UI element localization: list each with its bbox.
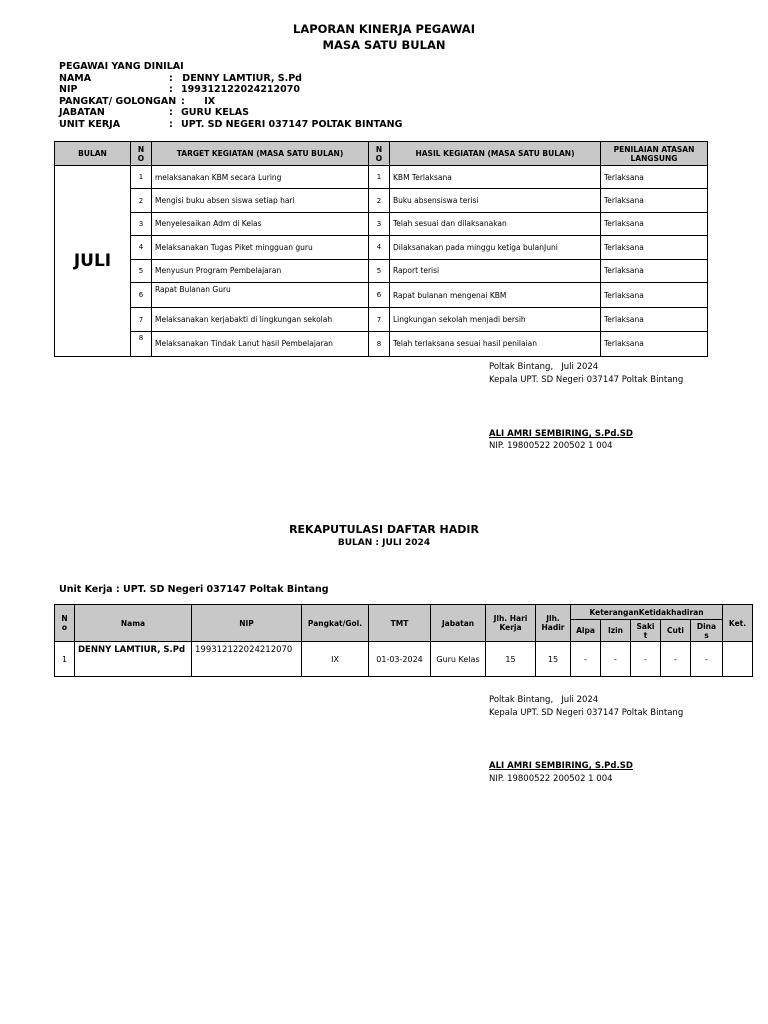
field-value-unit: UPT. SD NEGERI 037147 POLTAK BINTANG: [181, 118, 403, 130]
report-title: LAPORAN KINERJA PEGAWAI: [293, 22, 475, 36]
cell-alpa: -: [571, 642, 601, 677]
header-target: TARGET KEGIATAN (MASA SATU BULAN): [152, 142, 369, 166]
cell-nip: 199312122024212070: [192, 642, 302, 677]
field-colon: :: [169, 107, 173, 118]
target-cell: Mengisi buku absen siswa setiap hari: [152, 189, 369, 212]
cell-hadir: 15: [536, 642, 571, 677]
header-ket: Ket.: [723, 605, 753, 642]
signature-nip: NIP. 19800522 200502 1 004: [489, 441, 613, 451]
field-label-unit: UNIT KERJA: [59, 118, 121, 130]
row-number: 4: [369, 236, 390, 259]
table-row: [55, 166, 708, 189]
report-subtitle: MASA SATU BULAN: [322, 38, 446, 52]
header-penilaian: PENILAIAN ATASAN LANGSUNG: [601, 142, 708, 166]
nilai-cell: Terlaksana: [601, 331, 708, 356]
signature-name: ALI AMRI SEMBIRING, S.Pd.SD: [489, 429, 633, 439]
header-hadir: Jlh. Hadir: [536, 605, 571, 642]
row-number: 7: [369, 308, 390, 331]
signature-place-date: Poltak Bintang, Juli 2024: [489, 695, 599, 705]
signature-place-date: Poltak Bintang, Juli 2024: [489, 362, 599, 372]
header-hasil: HASIL KEGIATAN (MASA SATU BULAN): [390, 142, 601, 166]
field-colon: :: [169, 118, 173, 130]
recap-subtitle: BULAN : JULI 2024: [337, 538, 431, 548]
row-number: 8: [369, 331, 390, 356]
header-bulan: BULAN: [55, 142, 131, 166]
field-value-nama: DENNY LAMTIUR, S.Pd: [179, 72, 302, 84]
table-row: [55, 282, 708, 307]
hasil-cell: Telah terlaksana sesuai hasil penilaian: [390, 331, 601, 356]
cell-nama: DENNY LAMTIUR, S.Pd: [75, 642, 192, 677]
cell-no: 1: [55, 642, 75, 677]
header-cuti: Cuti: [661, 620, 691, 642]
cell-hari-kerja: 15: [486, 642, 536, 677]
hasil-cell: Raport terisi: [390, 259, 601, 282]
recap-unit: Unit Kerja : UPT. SD Negeri 037147 Poltak Bintang: [59, 584, 329, 595]
field-value-jabatan: GURU KELAS: [181, 107, 249, 118]
hasil-cell: Lingkungan sekolah menjadi bersih: [390, 308, 601, 331]
table-header-row: [55, 605, 753, 620]
signature-nip: NIP. 19800522 200502 1 004: [489, 774, 613, 784]
header-no: N o: [55, 605, 75, 642]
target-cell: Menyelesaikan Adm di Kelas: [152, 212, 369, 235]
header-alpa: Alpa: [571, 620, 601, 642]
field-colon: :: [169, 72, 173, 84]
target-cell: melaksanakan KBM secara Luring: [152, 166, 369, 189]
field-colon: :: [169, 84, 173, 95]
row-number: 1: [131, 166, 152, 189]
section-label: PEGAWAI YANG DINILAI: [59, 61, 184, 72]
row-number: 5: [131, 259, 152, 282]
nilai-cell: Terlaksana: [601, 308, 708, 331]
cell-pangkat: IX: [302, 642, 369, 677]
table-header-row: [55, 142, 708, 166]
hasil-cell: Dilaksanakan pada minggu ketiga bulanJuni: [390, 236, 601, 259]
row-number: 4: [131, 236, 152, 259]
field-value-pangkat: IX: [191, 95, 216, 107]
table-row: [55, 331, 708, 356]
row-number: 6: [131, 282, 152, 307]
header-pangkat: Pangkat/Gol.: [302, 605, 369, 642]
target-cell: Menyusun Program Pembelajaran: [152, 259, 369, 282]
cell-tmt: 01-03-2024: [369, 642, 431, 677]
hasil-cell: Buku absensiswa terisi: [390, 189, 601, 212]
signature-position: Kepala UPT. SD Negeri 037147 Poltak Bintang: [489, 707, 684, 718]
header-keterangan: KeteranganKetidakhadiran: [571, 605, 723, 620]
signature-name: ALI AMRI SEMBIRING, S.Pd.SD: [489, 761, 633, 771]
cell-sakit: -: [631, 642, 661, 677]
target-cell: Melaksanakan kerjabakti di lingkungan sekolah: [152, 308, 369, 331]
field-colon: :: [181, 95, 185, 107]
row-number: 8: [131, 331, 152, 356]
cell-jabatan: Guru Kelas: [431, 642, 486, 677]
row-number: 6: [369, 282, 390, 307]
header-izin: Izin: [601, 620, 631, 642]
recap-title: REKAPUTULASI DAFTAR HADIR: [289, 523, 479, 536]
nilai-cell: Terlaksana: [601, 282, 708, 307]
hasil-cell: Telah sesuai dan dilaksanakan: [390, 212, 601, 235]
cell-cuti: -: [661, 642, 691, 677]
performance-table: [54, 141, 708, 357]
cell-izin: -: [601, 642, 631, 677]
header-jabatan: Jabatan: [431, 605, 486, 642]
employee-info: [59, 61, 559, 131]
row-number: 2: [131, 189, 152, 212]
row-number: 7: [131, 308, 152, 331]
field-label-pangkat: PANGKAT/ GOLONGAN: [59, 95, 177, 107]
cell-ket: [723, 642, 753, 677]
hasil-cell: Rapat bulanan mengenai KBM: [390, 282, 601, 307]
attendance-table: [54, 604, 753, 677]
header-no: N O: [369, 142, 390, 166]
header-nip: NIP: [192, 605, 302, 642]
table-row: [55, 189, 708, 212]
signature-position: Kepala UPT. SD Negeri 037147 Poltak Bintang: [489, 374, 684, 385]
signature-block: [489, 694, 683, 719]
row-number: 2: [369, 189, 390, 212]
header-sakit: Saki t: [631, 620, 661, 642]
target-cell: Melaksanakan Tugas Piket mingguan guru: [152, 236, 369, 259]
header-no: N O: [131, 142, 152, 166]
field-label-jabatan: JABATAN: [59, 107, 105, 118]
header-tmt: TMT: [369, 605, 431, 642]
row-number: 5: [369, 259, 390, 282]
field-label-nama: NAMA: [59, 72, 92, 84]
header-nama: Nama: [75, 605, 192, 642]
target-cell: Melaksanakan Tindak Lanut hasil Pembelajaran: [152, 331, 369, 356]
header-hari-kerja: Jlh. Hari Kerja: [486, 605, 536, 642]
table-row: [55, 236, 708, 259]
field-value-nip: 199312122024212070: [181, 84, 300, 95]
nilai-cell: Terlaksana: [601, 212, 708, 235]
month-cell: JULI: [55, 166, 131, 357]
table-row: [55, 642, 753, 677]
nilai-cell: Terlaksana: [601, 166, 708, 189]
nilai-cell: Terlaksana: [601, 236, 708, 259]
table-row: [55, 212, 708, 235]
table-row: [55, 308, 708, 331]
row-number: 1: [369, 166, 390, 189]
row-number: 3: [369, 212, 390, 235]
signature-block: [489, 361, 683, 386]
hasil-cell: KBM Terlaksana: [390, 166, 601, 189]
field-label-nip: NIP: [59, 84, 78, 95]
nilai-cell: Terlaksana: [601, 189, 708, 212]
cell-dinas: -: [691, 642, 723, 677]
table-row: [55, 259, 708, 282]
nilai-cell: Terlaksana: [601, 259, 708, 282]
target-cell: Rapat Bulanan Guru: [152, 282, 369, 307]
header-dinas: Dina s: [691, 620, 723, 642]
row-number: 3: [131, 212, 152, 235]
